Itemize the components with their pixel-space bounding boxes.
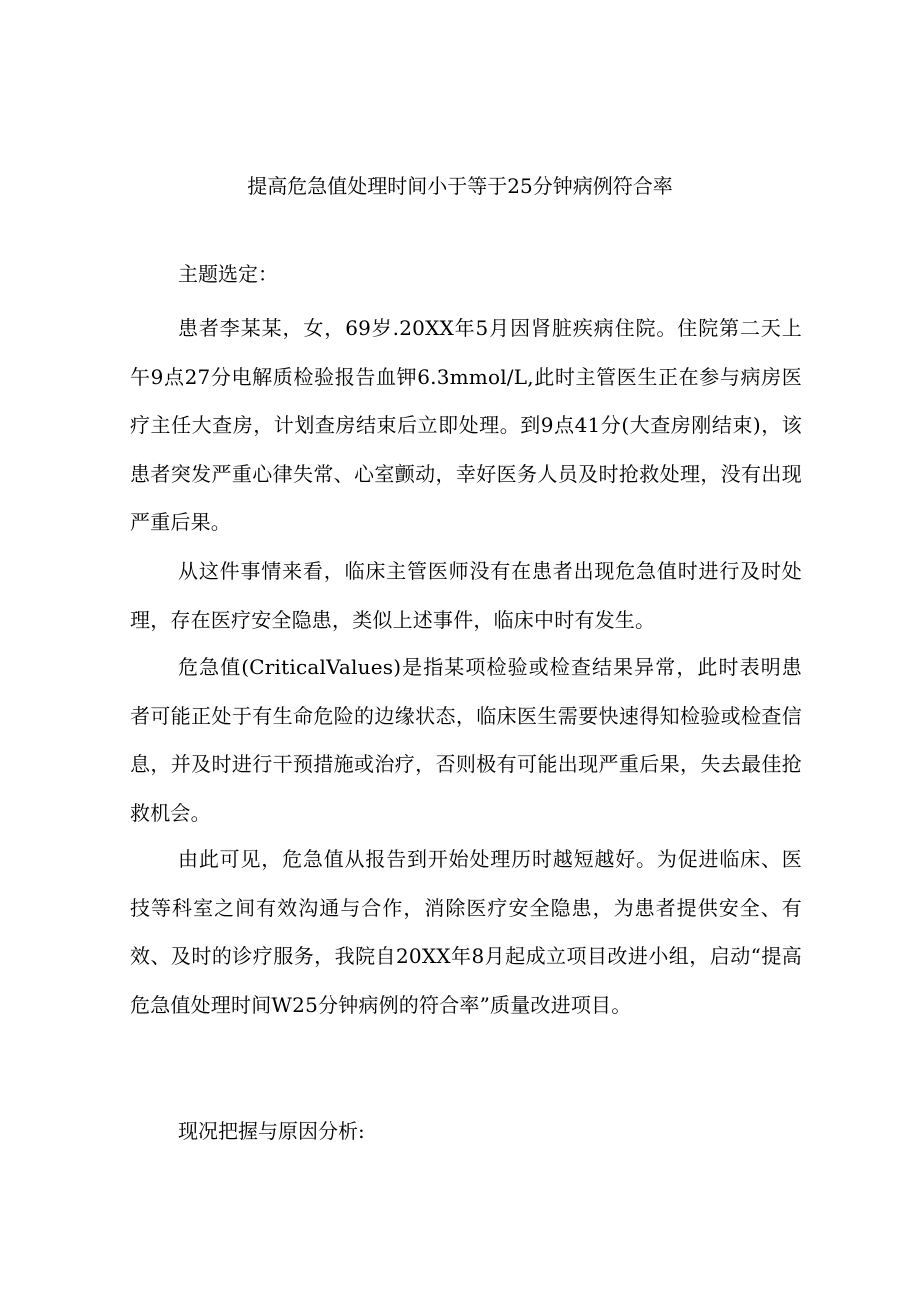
paragraph-project-launch: 由此可见，危急值从报告到开始处理历时越短越好。为促进临床、医技等科室之间有效沟通与合作，消除医疗安全隐患，为患者提供安全、有效、及时的诊疗服务，我院自20XX年8月起成立项目改进小组，启动“提高危急值处理时间W25分钟病例的符合率”质量改进项目。: [130, 847, 802, 1017]
paragraph-critical-values-definition: 危急值(CriticalValues)是指某项检验或检查结果异常，此时表明患者可能正处于有生命危险的边缘状态，临床医生需要快速得知检验或检查信息，并及时进行干预措施或治疗，否则极有可能出现严重后果，失去最佳抢救机会。: [130, 655, 802, 825]
section-heading-topic-selection: 主题选定：: [178, 262, 278, 286]
document-title: 提高危急值处理时间小于等于25分钟病例符合率: [247, 174, 673, 198]
section-heading-status-analysis: 现况把握与原因分析:: [178, 1119, 365, 1143]
paragraph-case-description: 患者李某某，女，69岁.20XX年5月因肾脏疾病住院。住院第二天上午9点27分电解质检验报告血钾6.3mmol/L,此时主管医生正在参与病房医疗主任大查房，计划查房结束后立即处理。到9点41分(大查房刚结束)，该患者突发严重心律失常、心室颤动，幸好医务人员及时抢救处理，没有出现严重后果。: [130, 316, 802, 534]
paragraph-case-analysis: 从这件事情来看，临床主管医师没有在患者出现危急值时进行及时处理，存在医疗安全隐患，类似上述事件，临床中时有发生。: [130, 559, 802, 632]
